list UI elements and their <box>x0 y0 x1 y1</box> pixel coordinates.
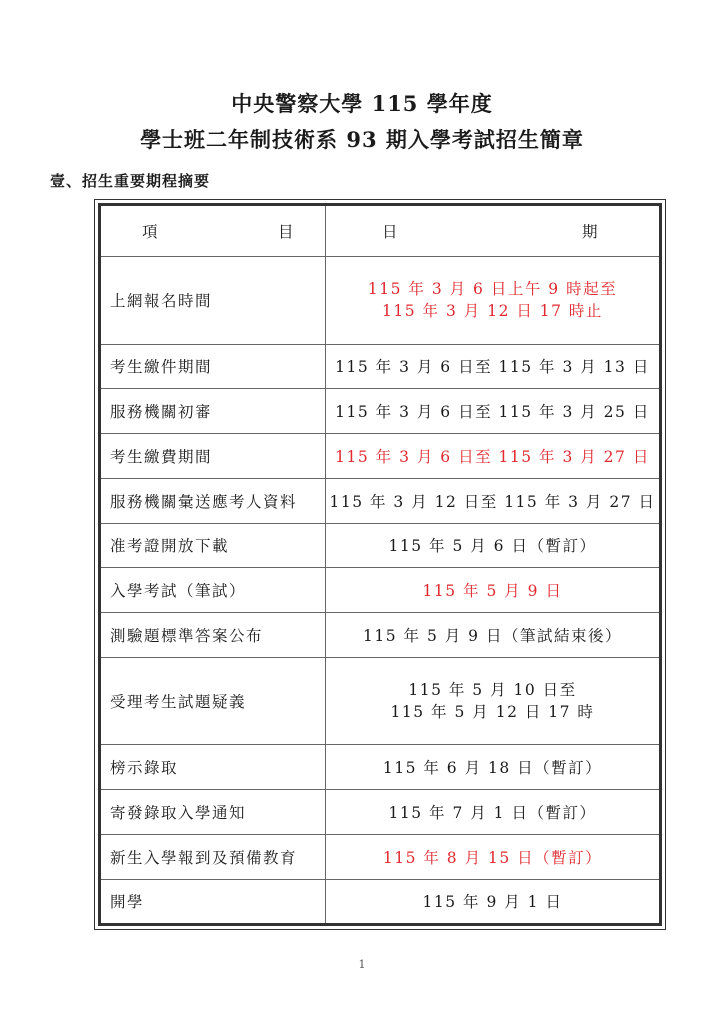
header-date <box>326 206 660 257</box>
document-title-line-2: 學士班二年制技術系 93 期入學考試招生簡章 <box>140 127 584 152</box>
header-item-char-1: 項 <box>142 223 160 241</box>
schedule-item: 受理考生試題疑義 <box>101 657 326 745</box>
schedule-item: 寄發錄取入學通知 <box>101 790 326 835</box>
header-date-char-2: 期 <box>581 223 599 241</box>
schedule-date-line: 115 年 8 月 15 日（暫訂） <box>382 848 603 867</box>
schedule-item: 開學 <box>101 879 326 923</box>
schedule-date <box>326 257 660 345</box>
schedule-item: 准考證開放下載 <box>101 523 326 568</box>
schedule-date <box>326 879 660 923</box>
schedule-date-line: 115 年 6 月 18 日（暫訂） <box>382 759 603 778</box>
schedule-item: 榜示錄取 <box>101 745 326 790</box>
schedule-item: 服務機關彙送應考人資料 <box>101 478 326 523</box>
schedule-date-line: 115 年 3 月 6 日上午 9 時起至 <box>367 280 618 299</box>
schedule-date <box>326 568 660 613</box>
document-title-line-1: 中央警察大學 115 學年度 <box>231 91 493 116</box>
schedule-date <box>326 478 660 523</box>
schedule-date <box>326 389 660 434</box>
table-row <box>101 389 659 434</box>
schedule-date-line: 115 年 5 月 9 日 <box>422 582 563 601</box>
schedule-date <box>326 613 660 658</box>
table-row <box>101 745 659 790</box>
page-number: 1 <box>358 958 366 971</box>
schedule-date-line: 115 年 9 月 1 日 <box>422 893 563 912</box>
schedule-date <box>326 790 660 835</box>
schedule-date <box>326 434 660 479</box>
schedule-date <box>326 344 660 389</box>
schedule-item: 新生入學報到及預備教育 <box>101 834 326 879</box>
table-row <box>101 879 659 923</box>
schedule-date-line: 115 年 3 月 6 日至 115 年 3 月 25 日 <box>335 403 650 422</box>
section-heading: 壹、招生重要期程摘要 <box>50 172 211 190</box>
schedule-item: 服務機關初審 <box>101 389 326 434</box>
table-row <box>101 344 659 389</box>
table-row <box>101 434 659 479</box>
table-row <box>101 613 659 658</box>
table-header-row <box>101 206 659 257</box>
schedule-date-line: 115 年 7 月 1 日（暫訂） <box>388 804 597 822</box>
table-row <box>101 657 659 745</box>
schedule-item: 考生繳費期間 <box>101 434 326 479</box>
schedule-item: 入學考試（筆試） <box>101 568 326 613</box>
schedule-table-frame <box>94 199 666 930</box>
schedule-item: 測驗題標準答案公布 <box>101 613 326 658</box>
schedule-date-line: 115 年 5 月 9 日（筆試結束後） <box>363 626 622 645</box>
table-row <box>101 478 659 523</box>
schedule-date-line: 115 年 5 月 6 日（暫訂） <box>388 537 597 556</box>
table-row <box>101 257 659 345</box>
schedule-item: 上網報名時間 <box>101 257 326 345</box>
schedule-date <box>326 657 660 745</box>
table-row <box>101 568 659 613</box>
schedule-date <box>326 523 660 568</box>
schedule-date-line: 115 年 3 月 6 日至 115 年 3 月 13 日 <box>335 358 650 377</box>
header-date-char-1: 日 <box>382 223 400 241</box>
table-row <box>101 523 659 568</box>
schedule-date-line: 115 年 5 月 10 日至 <box>408 681 577 700</box>
schedule-date-line: 115 年 5 月 12 日 17 時 <box>390 703 595 722</box>
schedule-date-line: 115 年 3 月 6 日至 115 年 3 月 27 日 <box>335 447 650 466</box>
schedule-item: 考生繳件期間 <box>101 344 326 389</box>
schedule-date-line: 115 年 3 月 12 日至 115 年 3 月 27 日 <box>329 492 656 511</box>
schedule-date <box>326 745 660 790</box>
schedule-date-line: 115 年 3 月 12 日 17 時止 <box>382 302 603 321</box>
header-item <box>101 206 326 257</box>
table-row <box>101 834 659 879</box>
schedule-table <box>101 206 659 923</box>
header-item-char-2: 目 <box>277 223 295 241</box>
schedule-date <box>326 834 660 879</box>
table-row <box>101 790 659 835</box>
